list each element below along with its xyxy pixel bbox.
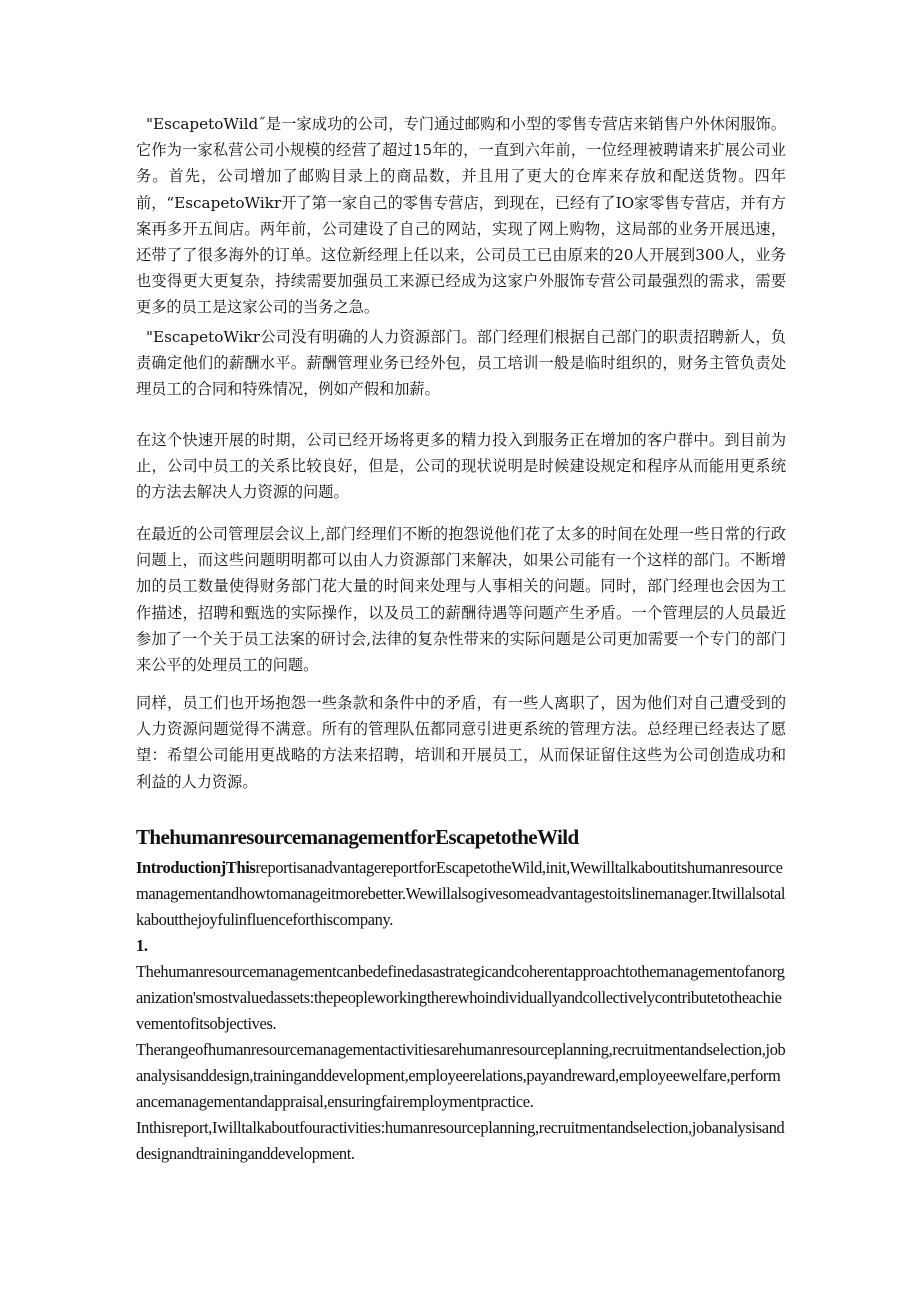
paragraph-text: "EscapetoWikr公司没有明确的人力资源部门。部门经理们根据自己部门的职责招聘新人，负责确定他们的薪酬水平。薪酬管理业务已经外包，员工培训一般是临时组织的，财务主管负责处理员工的合同和特殊情况，例如产假和加薪。 bbox=[136, 328, 786, 399]
report-body bbox=[136, 855, 786, 1167]
introduction-text: reportisanadvantagereportforEscapetotheWild,init,Wewilltalkaboutitshumanresourcemanagementandhowtomanageitmorebetter.Wewillalsogivesomeadvantagestoitslinemanager.Itwillalsotalkaboutthejoyfulinfluenceforthiscompany. bbox=[136, 858, 786, 929]
section-number bbox=[136, 933, 786, 959]
paragraph-text: "EscapetoWild˝是一家成功的公司，专门通过邮购和小型的零售专营店来销售户外休闲服饰。它作为一家私营公司小规模的经营了超过15年的，一直到六年前，一位经理被聘请来扩展公司业务。首先，公司增加了邮购目录上的商品数，并且用了更大的仓库来存放和配送货物。四年前，“EscapetoWikr开了第一家自己的零售专营店，到现在，已经有了IO家零售专营店，并有方案再多开五间店。两年前，公司建设了自己的网站，实现了网上购物，这局部的业务开展迅速，还带了了很多海外的订单。这位新经理上任以来，公司员工已由原来的20人开展到300人，业务也变得更大更复杂，持续需要加强员工来源已经成为这家户外服饰专营公司最强烈的需求，需要更多的员工是这家公司的当务之急。 bbox=[136, 115, 786, 317]
paragraph-no-hr-department bbox=[136, 324, 786, 403]
report-heading: ThehumanresourcemanagementforEscapetotheWild bbox=[136, 825, 579, 849]
paragraph-rapid-growth: 在这个快速开展的时期，公司已经开场将更多的精力投入到服务正在增加的客户群中。到目前为止，公司中员工的关系比较良好，但是，公司的现状说明是时候建设规定和程序从而能用更系统的方法去解决人力资源的问题。 bbox=[136, 431, 786, 502]
introduction-label: IntroductionjThis bbox=[136, 858, 256, 877]
section-number-text: 1. bbox=[136, 936, 148, 955]
paragraph-employee-complaints: 同样，员工们也开场抱怨一些条款和条件中的矛盾，有一些人离职了，因为他们对自己遭受到的人力资源问题觉得不满意。所有的管理队伍都同意引进更系统的管理方法。总经理已经表达了愿望：希望公司能用更战略的方法来招聘，培训和开展员工，从而保证留住这些为公司创造成功和利益的人力资源。 bbox=[136, 694, 786, 791]
definition-paragraph: Thehumanresourcemanagementcanbedefinedasastrategicandcoherentapproachtothemanagementofanorganization'smostvaluedassets:thepeopleworkingtherewhoindividuallyandcollectivelycontributetotheachievementofitsobjectives. bbox=[136, 962, 785, 1033]
paragraph-company-background bbox=[136, 111, 786, 321]
introduction-paragraph bbox=[136, 855, 786, 933]
report-scope-paragraph: Inthisreport,Iwilltalkaboutfouractivities:humanresourceplanning,recruitmentandselection,jobanalysisanddesignandtraininganddevelopment. bbox=[136, 1118, 785, 1163]
activities-range-paragraph: Therangeofhumanresourcemanagementactivitiesarehumanresourceplanning,recruitmentandselection,jobanalysisanddesign,traininganddevelopment,employeerelations,payandreward,employeewelfare,performancemanagementandappraisal,ensuringfairemploymentpractice. bbox=[136, 1040, 786, 1111]
paragraph-management-meeting: 在最近的公司管理层会议上,部门经理们不断的抱怨说他们花了太多的时间在处理一些日常的行政问题上，而这些问题明明都可以由人力资源部门来解决，如果公司能有一个这样的部门。不断增加的员工数量使得财务部门花大量的时间来处理与人事相关的问题。同时，部门经理也会因为工作描述，招聘和甄选的实际操作，以及员工的薪酬待遇等问题产生矛盾。一个管理层的人员最近参加了一个关于员工法案的研讨会,法律的复杂性带来的实际问题是公司更加需要一个专门的部门来公平的处理员工的问题。 bbox=[136, 525, 786, 675]
